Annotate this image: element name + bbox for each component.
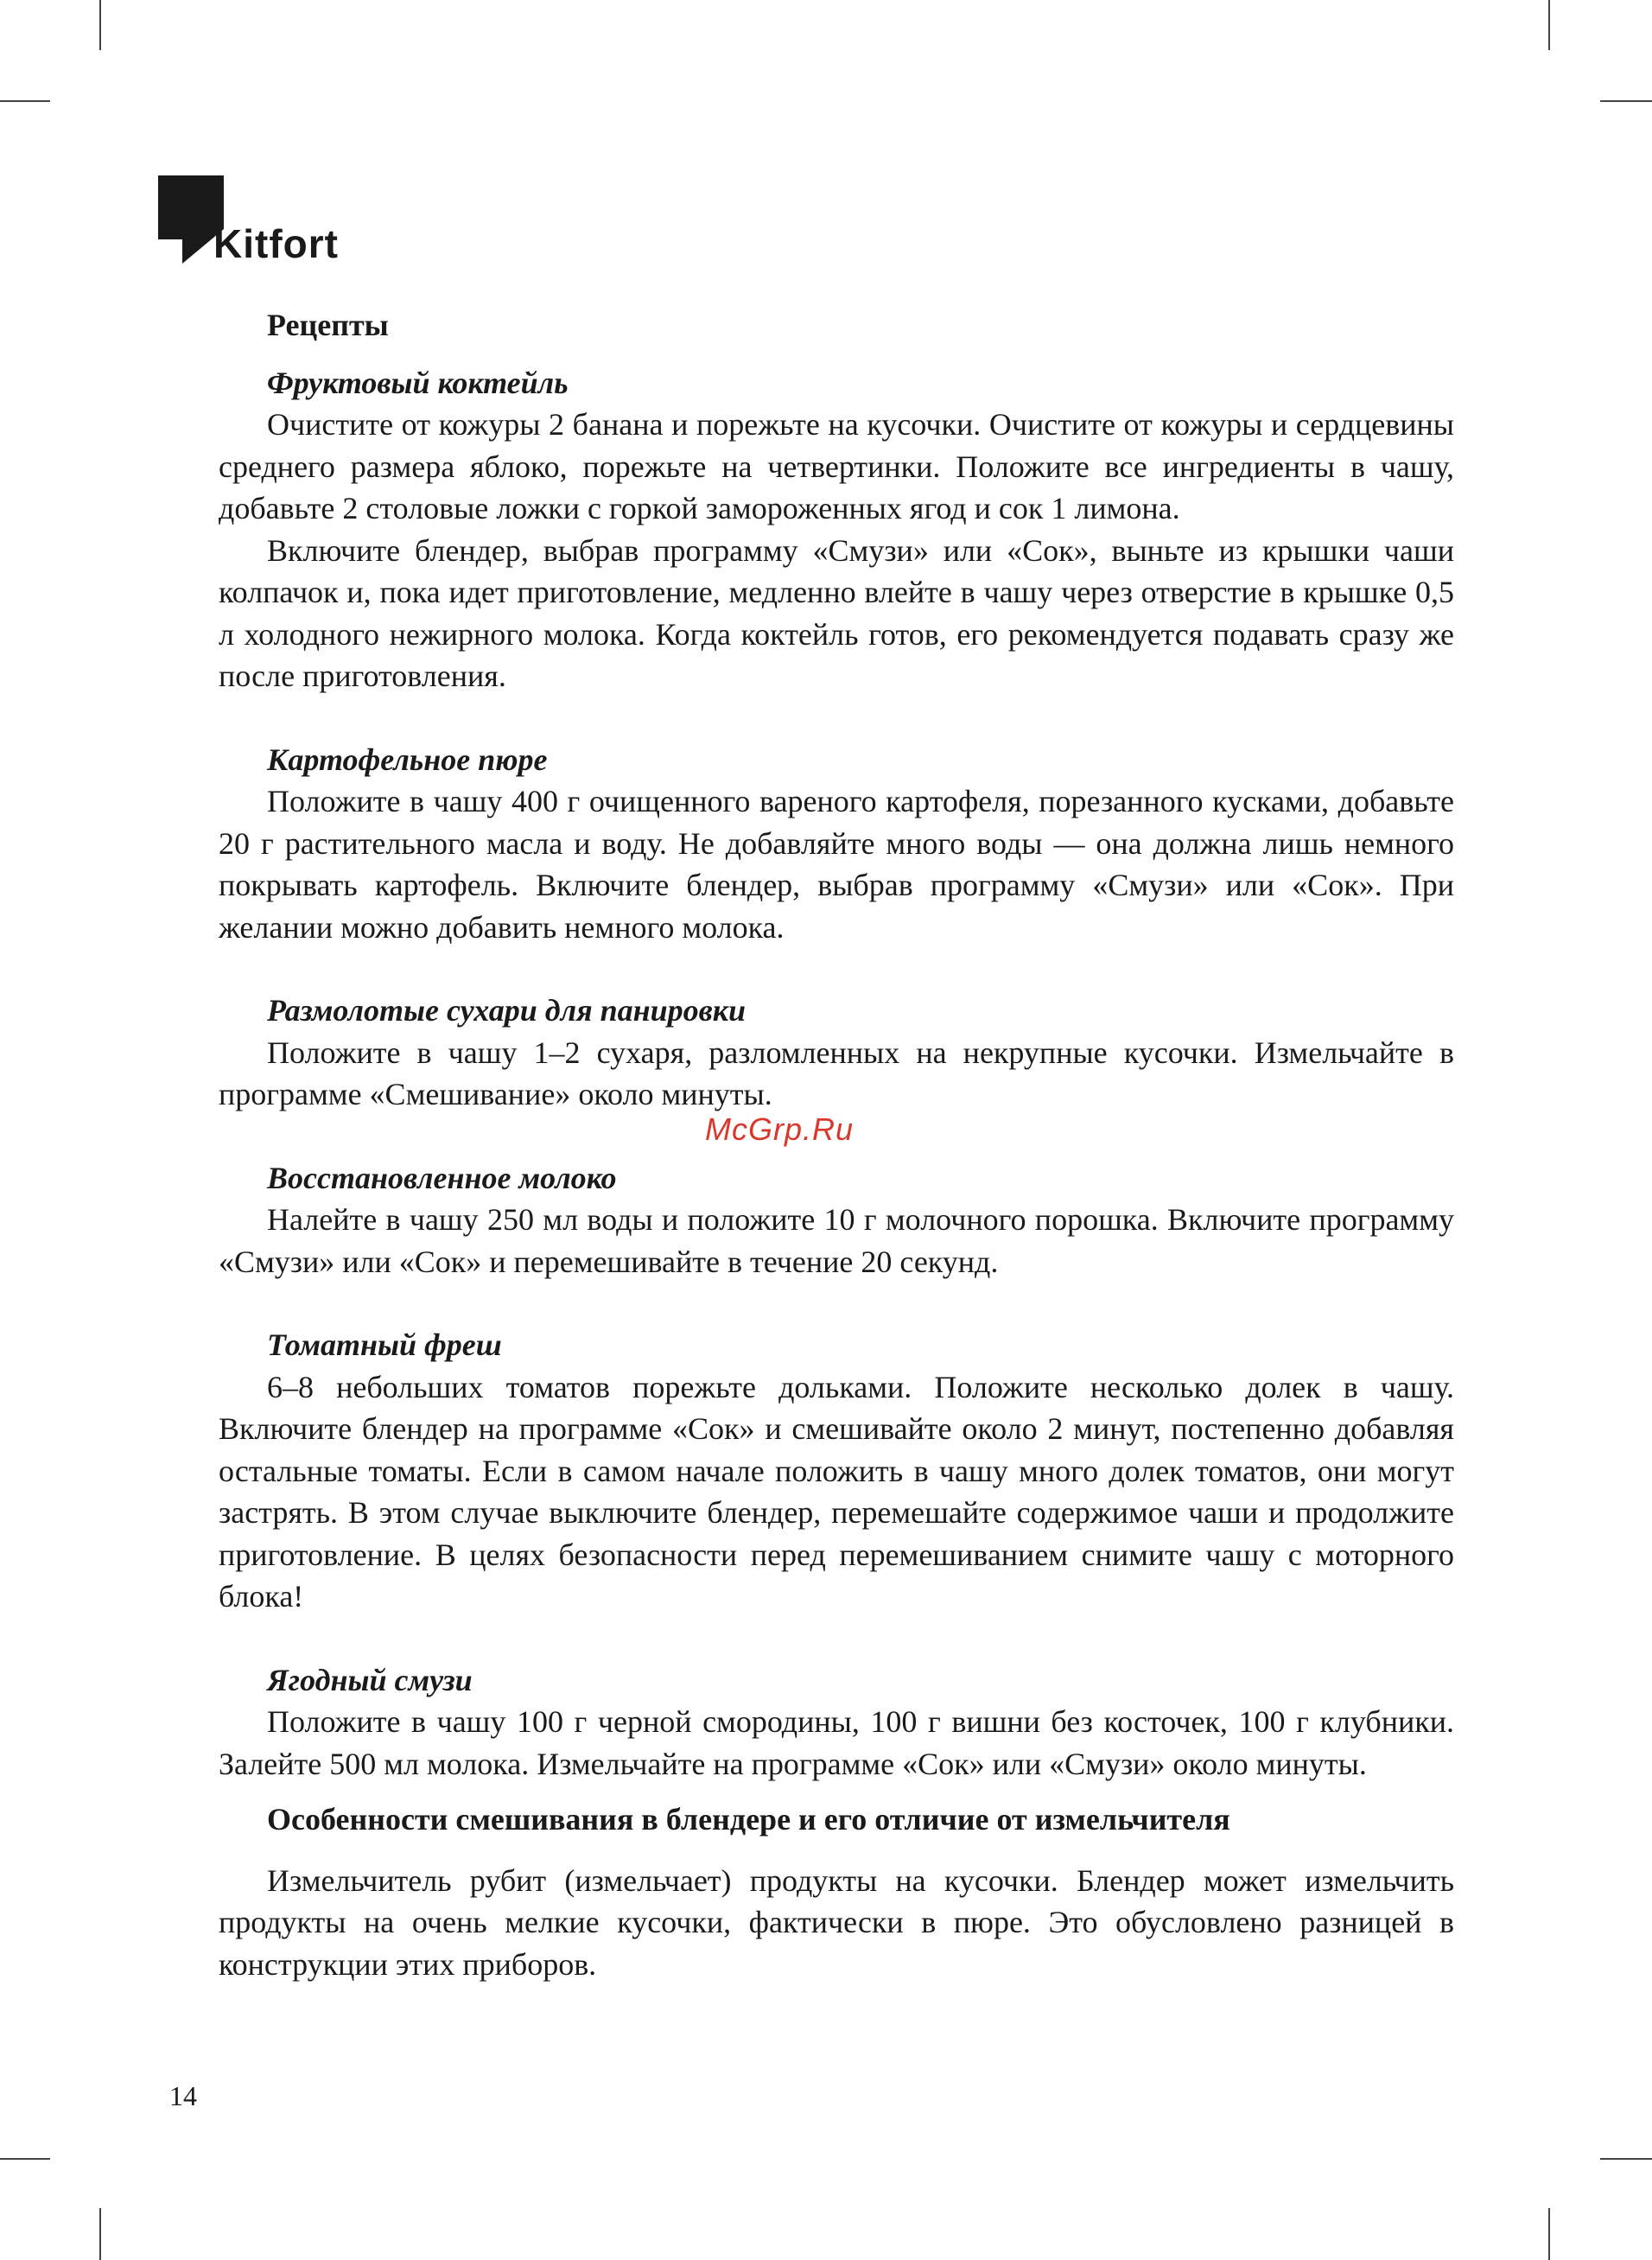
crop-mark [1548,0,1550,50]
recipe-text: Включите блендер, выбрав программу «Смузи» или «Сок», выньте из крышки чаши колпачок и, пока идет приготовление, медленно влейте в чашу через отверстие в крышке 0,5 л холодного нежирного молока. Когда коктейль готов, его рекомендуется подавать сразу же после приготовления. [219,532,1454,693]
crop-mark [0,100,50,102]
recipe [219,739,1454,949]
crop-mark [0,2158,50,2160]
page-title: Рецепты [267,308,389,342]
section-text: Измельчитель рубит (измельчает) продукты на кусочки. Блендер может измельчить продукты на очень мелкие кусочки, фактически в пюре. Это обусловлено разницей в конструкции этих приборов. [219,1862,1454,1982]
brand-logo [158,175,365,271]
crop-mark [99,2208,101,2260]
recipe-text: Налейте в чашу 250 мл воды и положите 10 г молочного порошка. Включите программу «Смузи» или «Сок» и перемешивайте в течение 20 секунд. [219,1202,1454,1279]
page-number: 14 [169,2080,197,2111]
recipe-title: Размолотые сухари для панировки [267,993,747,1028]
brand-name: Kitfort [213,221,339,266]
recipe-text: Положите в чашу 100 г черной смородины, 100 г вишни без косточек, 100 г клубники. Залейте 500 мл молока. Измельчайте на программе «Сок» или «Смузи» около минуты. [219,1704,1454,1781]
recipe [219,362,1454,697]
recipe [219,1324,1454,1618]
recipe-title: Картофельное пюре [267,742,548,777]
recipe [219,1659,1454,1786]
crop-mark [1600,100,1652,102]
recipe [219,990,1454,1116]
recipe-title: Ягодный смузи [267,1662,473,1697]
recipe-text: Положите в чашу 400 г очищенного вареного картофеля, порезанного кусками, добавьте 20 г растительного масла и воду. Не добавляйте много воды — она должна лишь немного покрывать картофель. Включите блендер, выбрав программу «Смузи» или «Сок». При желании можно добавить немного молока. [219,784,1454,945]
crop-mark [99,0,101,50]
recipe-title: Томатный фреш [267,1327,502,1362]
watermark: McGrp.Ru [705,1111,855,1147]
recipe-text: Положите в чашу 1–2 сухаря, разломленных на некрупные кусочки. Измельчайте в программе «Смешивание» около минуты. [219,1035,1454,1111]
crop-mark [1600,2158,1652,2160]
section-heading: Особенности смешивания в блендере и его отличие от измельчителя [267,1802,1230,1837]
recipe [219,1157,1454,1283]
crop-mark [1548,2208,1550,2260]
recipe-title: Фруктовый коктейль [267,365,569,400]
recipe-title: Восстановленное молоко [267,1160,617,1195]
recipe-text: 6–8 небольших томатов порежьте дольками. Положите несколько долек в чашу. Включите блендер на программе «Сок» и смешивайте около 2 минут, постепенно добавляя остальные томаты. Если в самом начале положить в чашу много долек томатов, они могут застрять. В этом случае выключите блендер, перемешайте содержимое чаши и продолжите приготовление. В целях безопасности перед перемешиванием снимите чашу с моторного блока! [219,1369,1454,1614]
recipe-text: Очистите от кожуры 2 банана и порежьте на кусочки. Очистите от кожуры и сердцевины среднего размера яблоко, порежьте на четвертинки. Положите все ингредиенты в чашу, добавьте 2 столовые ложки с горкой замороженных ягод и сок 1 лимона. [219,407,1454,525]
